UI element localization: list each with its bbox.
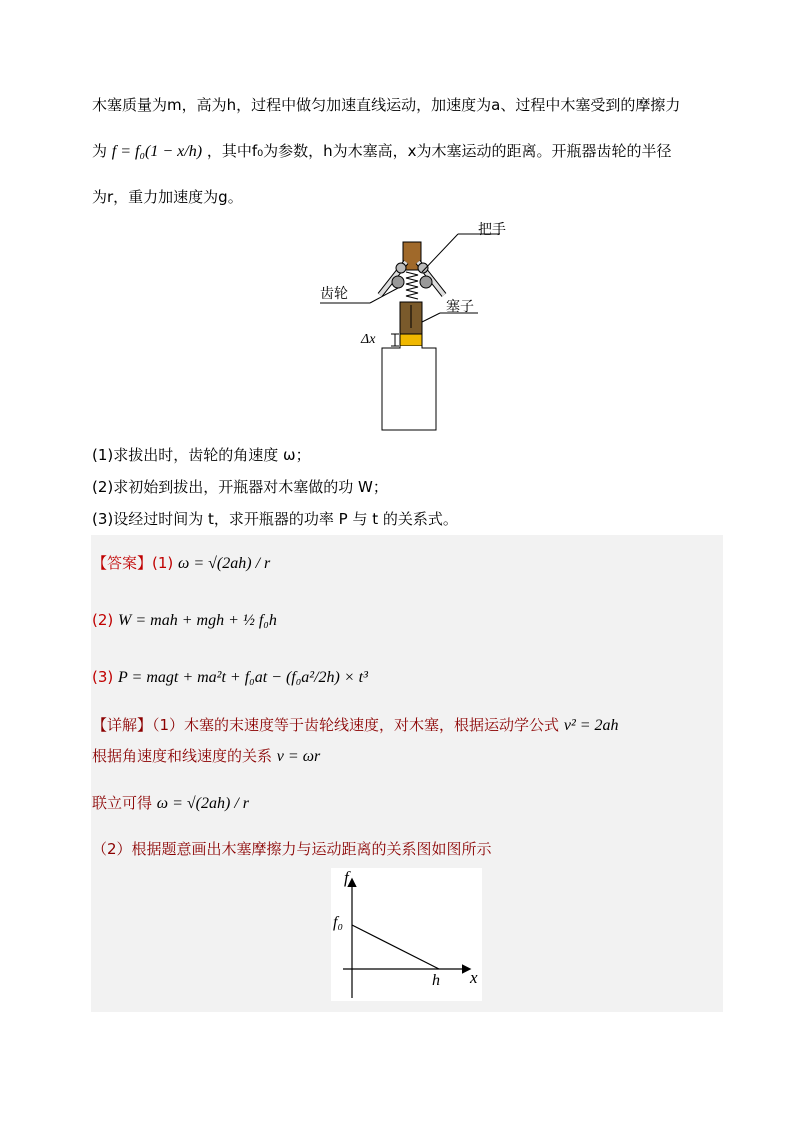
- question-2: (2)求初始到拔出，开瓶器对木塞做的功 W；: [92, 478, 388, 496]
- detail-3-text: 联立可得: [92, 794, 153, 812]
- problem-line-1: 木塞质量为m，高为h，过程中做匀加速直线运动，加速度为a、过程中木塞受到的摩擦力: [92, 96, 681, 114]
- answer-label: 【答案】: [92, 554, 153, 572]
- friction-formula: f = f₀(1 − x/h): [111, 143, 203, 160]
- stopper-yellow: [400, 334, 422, 346]
- answer-1-formula: ω = √(2ah) / r: [178, 555, 271, 572]
- answer-2-formula: W = mah + mgh + ½ f₀h: [118, 612, 277, 629]
- graph-h-label: h: [432, 972, 440, 989]
- problem-line-3: 为r，重力加速度为g。: [92, 188, 243, 206]
- label-gear: 齿轮: [320, 286, 348, 302]
- graph-x-label: x: [470, 968, 478, 987]
- bottle-opener-figure: [310, 210, 500, 435]
- label-handle: 把手: [478, 222, 506, 238]
- question-3: (3)设经过时间为 t，求开瓶器的功率 P 与 t 的关系式。: [92, 510, 458, 528]
- friction-graph: [331, 868, 482, 1001]
- answer-2: [92, 611, 277, 630]
- detail-3-formula: ω = √(2ah) / r: [156, 795, 249, 812]
- answer-1-prefix: (1): [152, 554, 174, 572]
- problem-line-2-prefix: 为: [92, 142, 108, 160]
- detail-2-text: 根据角速度和线速度的关系: [92, 747, 273, 765]
- label-dx: Δx: [361, 332, 376, 347]
- question-1: (1)求拔出时，齿轮的角速度 ω；: [92, 446, 311, 464]
- problem-line-2: [92, 140, 672, 161]
- graph-f0-label: f₀: [333, 914, 344, 931]
- bottle: [382, 346, 436, 430]
- detail-2-formula: v = ωr: [276, 748, 321, 765]
- detail-1-text: （1）木塞的末速度等于齿轮线速度，对木塞，根据运动学公式: [152, 716, 560, 734]
- answer-3: [92, 668, 368, 687]
- answer-3-prefix: (3): [92, 668, 114, 686]
- answer-3-formula: P = magt + ma²t + f₀at − (f₀a²/2h) × t³: [118, 669, 368, 686]
- detail-label: 【详解】: [92, 716, 153, 734]
- friction-line: [352, 925, 439, 969]
- spring: [406, 272, 418, 299]
- detail-2: [92, 745, 320, 766]
- problem-line-2-suffix: ，其中f₀为参数，h为木塞高，x为木塞运动的距离。开瓶器齿轮的半径: [206, 142, 672, 160]
- answer-2-prefix: (2): [92, 611, 114, 629]
- detail-3: [92, 792, 249, 813]
- answer-1: [92, 552, 270, 573]
- label-stopper: 塞子: [446, 299, 474, 315]
- detail-1: [92, 714, 619, 735]
- graph-y-label: f: [344, 868, 349, 887]
- detail-1-formula: v² = 2ah: [563, 717, 619, 734]
- detail-4: （2）根据题意画出木塞摩擦力与运动距离的关系图如图所示: [92, 840, 492, 858]
